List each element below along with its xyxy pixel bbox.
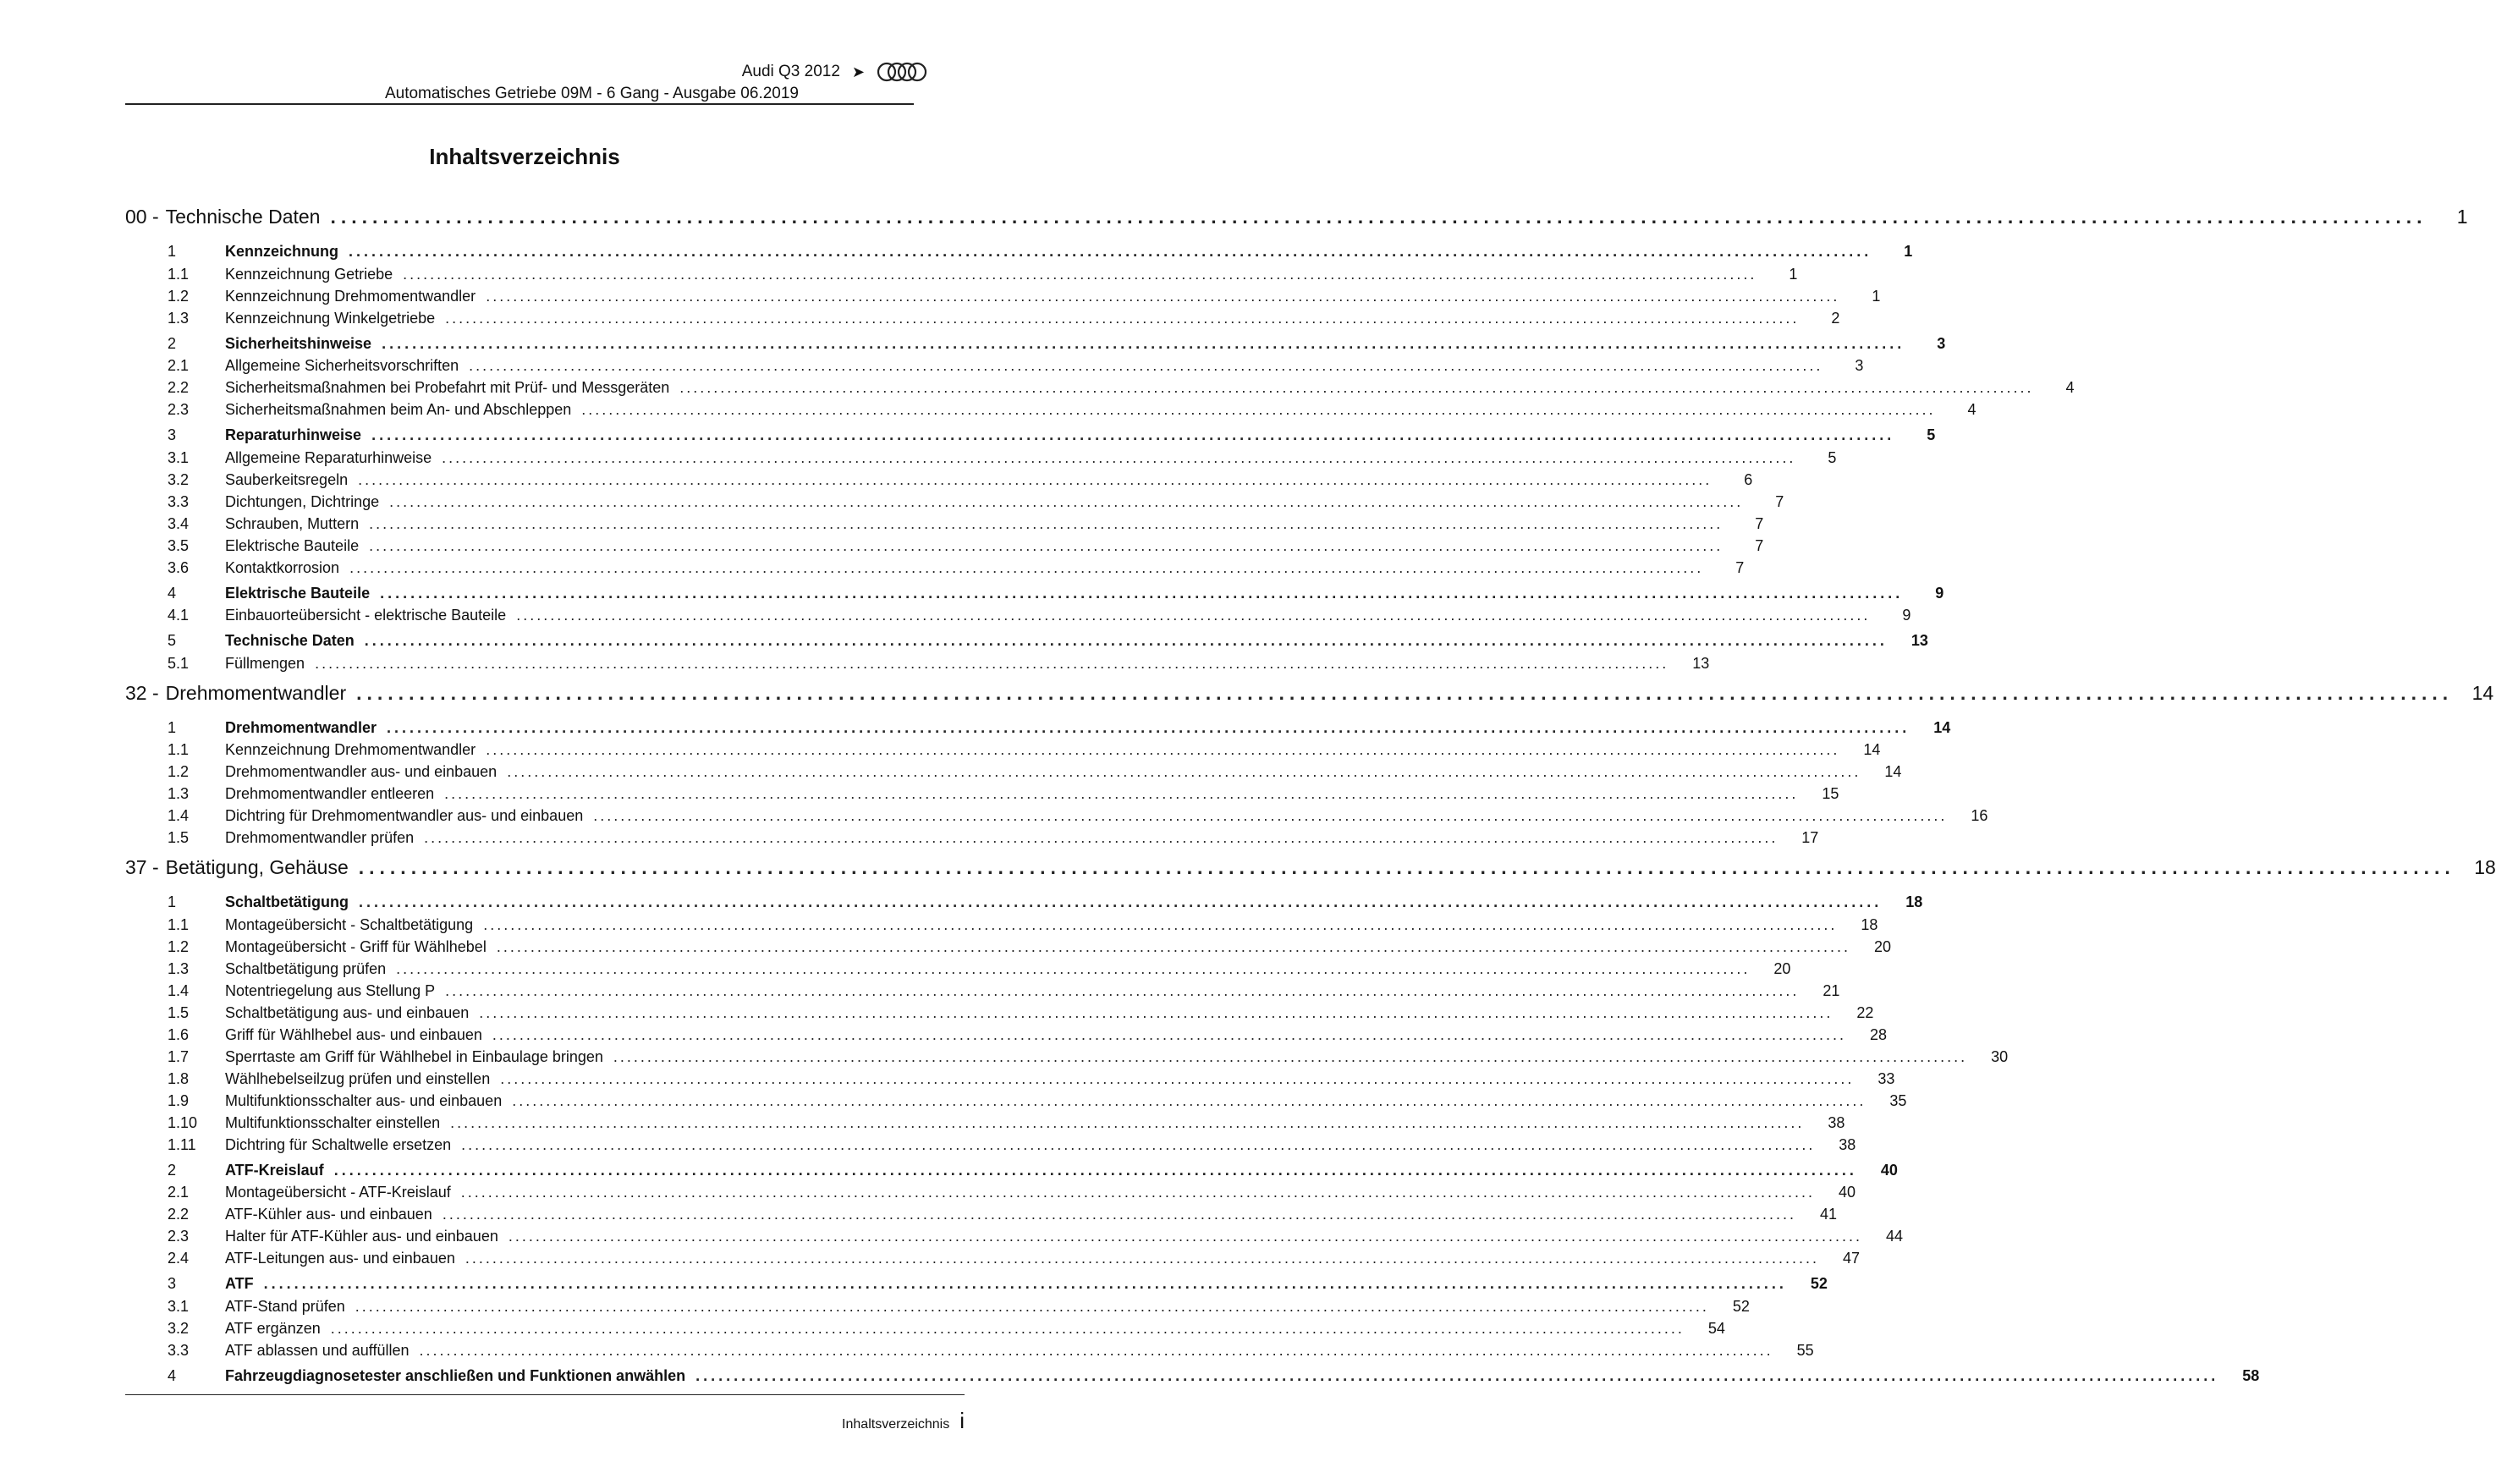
toc-entry-number: 1.2 bbox=[168, 287, 190, 305]
toc-sub-row[interactable] bbox=[125, 309, 1840, 332]
toc-leader-dots: ........................................................................................................................................................................................................ bbox=[479, 1003, 1834, 1021]
toc-sub-row[interactable] bbox=[125, 287, 1881, 310]
toc-leader-dots: ........................................................................................................................................................................................................ bbox=[382, 334, 1905, 352]
toc-entry-page: 18 bbox=[1905, 893, 1923, 910]
toc-section-row[interactable] bbox=[125, 1161, 1898, 1184]
toc-leader-dots: ........................................................................................................................................................................................................ bbox=[442, 448, 1796, 466]
toc-entry-page: 18 bbox=[1861, 915, 1878, 933]
toc-sub-row[interactable] bbox=[125, 470, 1753, 493]
toc-entry-number: 37 - bbox=[125, 856, 159, 878]
toc-entry-page: 40 bbox=[1880, 1161, 1898, 1179]
toc-entry-page: 14 bbox=[2471, 681, 2494, 704]
arrow-icon: ➤ bbox=[851, 63, 865, 80]
toc-entry-number: 3.4 bbox=[168, 514, 190, 532]
toc-entry-title: Montageübersicht - Griff für Wählhebel bbox=[225, 937, 487, 955]
toc-entry-page: 33 bbox=[1877, 1069, 1895, 1087]
toc-entry-title: Kennzeichnung bbox=[225, 243, 338, 260]
toc-entry-title: Multifunktionsschalter einstellen bbox=[225, 1113, 441, 1131]
toc-entry-number: 3.3 bbox=[168, 1341, 190, 1359]
toc-entry-title: Drehmomentwandler entleeren bbox=[225, 785, 435, 802]
toc-sub-row[interactable] bbox=[125, 1091, 1907, 1114]
toc-entry-page: 13 bbox=[1692, 654, 1710, 672]
toc-leader-dots: ........................................................................................................................................................................................................ bbox=[333, 1161, 1857, 1179]
toc-sub-row[interactable] bbox=[125, 558, 1745, 581]
toc-leader-dots: ........................................................................................................................................................................................................ bbox=[358, 470, 1713, 488]
toc-sub-row[interactable] bbox=[125, 448, 1837, 471]
footer-page-number: i bbox=[959, 1408, 965, 1433]
toc-leader-dots: ........................................................................................................................................................................................................ bbox=[387, 718, 1910, 736]
toc-entry-page: 52 bbox=[1810, 1275, 1828, 1292]
toc-section-row[interactable] bbox=[125, 893, 1923, 916]
toc-leader-dots: ........................................................................................................................................................................................................ bbox=[445, 981, 1800, 999]
page-title: Inhaltsverzeichnis bbox=[429, 144, 620, 169]
toc-section-row[interactable] bbox=[125, 718, 1951, 742]
toc-leader-dots: ........................................................................................................................................................................................................ bbox=[496, 937, 1851, 955]
toc-entry-page: 30 bbox=[1991, 1047, 2009, 1065]
toc-leader-dots: ........................................................................................................................................................................................................ bbox=[369, 536, 1724, 554]
toc-entry-number: 3.2 bbox=[168, 1319, 190, 1337]
toc-sub-row[interactable] bbox=[125, 785, 1839, 807]
toc-sub-row[interactable] bbox=[125, 1184, 1856, 1206]
toc-leader-dots: ........................................................................................................................................................................................................ bbox=[486, 287, 1840, 305]
audi-rings-logo-icon bbox=[877, 62, 927, 82]
toc-entry-page: 14 bbox=[1884, 763, 1902, 780]
toc-entry-number: 2.2 bbox=[168, 1206, 190, 1223]
toc-leader-dots: ........................................................................................................................................................................................................ bbox=[679, 379, 2034, 396]
toc-sub-row[interactable] bbox=[125, 1206, 1838, 1228]
toc-leader-dots: ........................................................................................................................................................................................................ bbox=[465, 1250, 1820, 1267]
toc-entry-title: Elektrische Bauteile bbox=[225, 536, 360, 554]
toc-section-row[interactable] bbox=[125, 1366, 2260, 1390]
toc-sub-row[interactable] bbox=[125, 1297, 1750, 1320]
toc-entry-title: Allgemeine Sicherheitsvorschriften bbox=[225, 357, 459, 374]
toc-sub-row[interactable] bbox=[125, 654, 1710, 677]
toc-sub-row[interactable] bbox=[125, 807, 1988, 829]
toc-entry-number: 1.8 bbox=[168, 1069, 190, 1087]
toc-entry-page: 7 bbox=[1755, 536, 1764, 554]
toc-entry-title: ATF ergänzen bbox=[225, 1319, 321, 1337]
toc-leader-dots: ........................................................................................................................................................................................................ bbox=[461, 1135, 1816, 1153]
toc-entry-title: Schaltbetätigung bbox=[225, 893, 349, 910]
toc-leader-dots: ........................................................................................................................................................................................................ bbox=[508, 1228, 1863, 1245]
toc-entry-title: Elektrische Bauteile bbox=[225, 584, 371, 602]
toc-entry-number: 1 bbox=[168, 893, 177, 910]
toc-leader-dots: ........................................................................................................................................................................................................ bbox=[358, 856, 2455, 878]
toc-entry-title: Griff für Wählhebel aus- und einbauen bbox=[225, 1025, 482, 1043]
toc-entry-number: 2.3 bbox=[168, 1228, 190, 1245]
toc-sub-row[interactable] bbox=[125, 607, 1911, 629]
toc-entry-title: Einbauorteübersicht - elektrische Bauteile bbox=[225, 607, 507, 624]
toc-entry-title: Dichtungen, Dichtringe bbox=[225, 492, 380, 510]
toc-leader-dots: ........................................................................................................................................................................................................ bbox=[613, 1047, 1968, 1065]
toc-section-row[interactable] bbox=[125, 584, 1944, 607]
toc-sub-row[interactable] bbox=[125, 1113, 1845, 1136]
toc-entry-page: 13 bbox=[1910, 632, 1928, 649]
toc-entry-number: 1.1 bbox=[168, 741, 190, 758]
page-footer bbox=[842, 1408, 965, 1434]
toc-entry-title: Füllmengen bbox=[225, 654, 305, 672]
toc-entry-title: Wählhebelseilzug prüfen und einstellen bbox=[225, 1069, 491, 1087]
toc-entry-title: Reparaturhinweise bbox=[225, 426, 362, 443]
toc-sub-row[interactable] bbox=[125, 379, 2075, 401]
toc-entry-number: 3.2 bbox=[168, 470, 190, 488]
toc-entry-page: 5 bbox=[1828, 448, 1837, 466]
toc-entry-number: 3 bbox=[168, 1275, 177, 1292]
toc-leader-dots: ........................................................................................................................................................................................................ bbox=[315, 654, 1669, 672]
toc-entry-page: 20 bbox=[1873, 937, 1892, 955]
toc-entry-title: Schaltbetätigung aus- und einbauen bbox=[225, 1003, 470, 1021]
toc-entry-title: ATF-Stand prüfen bbox=[225, 1297, 345, 1315]
toc-leader-dots: ........................................................................................................................................................................................................ bbox=[389, 492, 1744, 510]
toc-leader-dots: ........................................................................................................................................................................................................ bbox=[469, 357, 1823, 374]
toc-entry-title: Betätigung, Gehäuse bbox=[165, 856, 349, 878]
toc-entry-number: 2.4 bbox=[168, 1250, 190, 1267]
header-model: Audi Q3 2012 bbox=[741, 63, 840, 80]
toc-entry-title: Kontaktkorrosion bbox=[225, 558, 340, 576]
toc-entry-page: 1 bbox=[1904, 243, 1913, 260]
toc-entry-title: Drehmomentwandler bbox=[225, 718, 377, 736]
toc-leader-dots: ........................................................................................................................................................................................................ bbox=[380, 584, 1904, 602]
toc-entry-number: 1.3 bbox=[168, 309, 190, 327]
toc-entry-number: 3.1 bbox=[168, 448, 190, 466]
toc-entry-page: 55 bbox=[1796, 1341, 1814, 1359]
toc-entry-page: 3 bbox=[1855, 357, 1864, 374]
toc-entry-title: Schrauben, Muttern bbox=[225, 514, 360, 532]
toc-entry-page: 1 bbox=[1789, 265, 1798, 283]
toc-leader-dots: ........................................................................................................................................................................................................ bbox=[486, 741, 1840, 758]
toc-leader-dots: ........................................................................................................................................................................................................ bbox=[330, 206, 2427, 228]
toc-entry-page: 38 bbox=[1828, 1113, 1845, 1131]
toc-entry-page: 15 bbox=[1822, 785, 1839, 802]
toc-entry-page: 2 bbox=[1831, 309, 1840, 327]
toc-entry-number: 2.3 bbox=[168, 401, 190, 418]
toc-entry-number: 1.4 bbox=[168, 807, 190, 824]
toc-leader-dots: ........................................................................................................................................................................................................ bbox=[330, 1319, 1685, 1337]
toc-entry-number: 1.11 bbox=[168, 1135, 196, 1153]
toc-entry-page: 21 bbox=[1823, 981, 1840, 999]
toc-leader-dots: ........................................................................................................................................................................................................ bbox=[355, 1297, 1709, 1315]
footer-divider bbox=[125, 1394, 965, 1395]
toc-sub-row[interactable] bbox=[125, 1003, 1874, 1026]
toc-entry-number: 2 bbox=[168, 1161, 177, 1179]
toc-section-row[interactable] bbox=[125, 426, 1936, 449]
toc-leader-dots: ........................................................................................................................................................................................................ bbox=[371, 426, 1895, 443]
toc-leader-dots: ........................................................................................................................................................................................................ bbox=[263, 1275, 1787, 1292]
toc-sub-row[interactable] bbox=[125, 763, 1902, 785]
toc-entry-number: 1.2 bbox=[168, 937, 190, 955]
toc-leader-dots: ........................................................................................................................................................................................................ bbox=[349, 243, 1872, 260]
toc-leader-dots: ........................................................................................................................................................................................................ bbox=[460, 1184, 1815, 1201]
toc-chapter-row[interactable] bbox=[125, 206, 2468, 239]
toc-leader-dots: ........................................................................................................................................................................................................ bbox=[516, 607, 1871, 624]
toc-entry-page: 28 bbox=[1870, 1025, 1888, 1043]
toc-entry-number: 1.10 bbox=[168, 1113, 198, 1131]
toc-entry-title: Halter für ATF-Kühler aus- und einbauen bbox=[225, 1228, 498, 1245]
toc-entry-number: 3 bbox=[168, 426, 177, 443]
toc-leader-dots: ........................................................................................................................................................................................................ bbox=[581, 401, 1936, 418]
toc-entry-title: Technische Daten bbox=[165, 206, 321, 228]
toc-entry-page: 7 bbox=[1755, 514, 1764, 532]
toc-entry-page: 5 bbox=[1927, 426, 1936, 443]
toc-sub-row[interactable] bbox=[125, 981, 1840, 1004]
toc-entry-number: 1.4 bbox=[168, 981, 190, 999]
toc-entry-page: 47 bbox=[1843, 1250, 1861, 1267]
toc-entry-page: 35 bbox=[1889, 1091, 1907, 1109]
toc-leader-dots: ........................................................................................................................................................................................................ bbox=[450, 1113, 1805, 1131]
toc-entry-number: 2.1 bbox=[168, 357, 190, 374]
table-of-contents bbox=[125, 206, 2496, 1389]
toc-sub-row[interactable] bbox=[125, 1250, 1861, 1272]
toc-leader-dots: ........................................................................................................................................................................................................ bbox=[445, 309, 1800, 327]
toc-entry-page: 58 bbox=[2242, 1366, 2260, 1384]
toc-leader-dots: ........................................................................................................................................................................................................ bbox=[419, 1341, 1773, 1359]
toc-entry-number: 3.3 bbox=[168, 492, 190, 510]
toc-entry-title: Multifunktionsschalter aus- und einbauen bbox=[225, 1091, 503, 1109]
toc-entry-number: 1.5 bbox=[168, 1003, 190, 1021]
toc-entry-number: 4 bbox=[168, 1366, 177, 1384]
toc-entry-title: Notentriegelung aus Stellung P bbox=[225, 981, 436, 999]
toc-sub-row[interactable] bbox=[125, 937, 1892, 960]
toc-leader-dots: ........................................................................................................................................................................................................ bbox=[369, 514, 1724, 532]
toc-entry-title: Dichtring für Schaltwelle ersetzen bbox=[225, 1135, 452, 1153]
toc-entry-title: Technische Daten bbox=[225, 632, 355, 649]
toc-entry-number: 4.1 bbox=[168, 607, 190, 624]
toc-leader-dots: ........................................................................................................................................................................................................ bbox=[349, 558, 1704, 576]
toc-sub-row[interactable] bbox=[125, 492, 1784, 515]
toc-entry-number: 1.2 bbox=[168, 763, 190, 780]
toc-entry-page: 16 bbox=[1971, 807, 1988, 824]
toc-entry-page: 38 bbox=[1839, 1135, 1856, 1153]
toc-entry-number: 1 bbox=[168, 718, 177, 736]
toc-leader-dots: ........................................................................................................................................................................................................ bbox=[507, 763, 1861, 780]
toc-entry-number: 3.5 bbox=[168, 536, 190, 554]
toc-entry-number: 1 bbox=[168, 243, 177, 260]
toc-entry-number: 1.3 bbox=[168, 785, 190, 802]
toc-entry-title: Sicherheitsmaßnahmen beim An- und Abschleppen bbox=[225, 401, 572, 418]
toc-entry-title: Kennzeichnung Drehmomentwandler bbox=[225, 287, 476, 305]
toc-sub-row[interactable] bbox=[125, 1069, 1895, 1092]
toc-entry-title: Sauberkeitsregeln bbox=[225, 470, 349, 488]
toc-sub-row[interactable] bbox=[125, 401, 1976, 423]
toc-entry-title: Schaltbetätigung prüfen bbox=[225, 959, 387, 977]
toc-entry-title: ATF-Kreislauf bbox=[225, 1161, 324, 1179]
toc-entry-title: Montageübersicht - Schaltbetätigung bbox=[225, 915, 474, 933]
toc-leader-dots: ........................................................................................................................................................................................................ bbox=[356, 681, 2454, 704]
toc-leader-dots: ........................................................................................................................................................................................................ bbox=[593, 807, 1948, 824]
toc-entry-number: 3.1 bbox=[168, 1297, 190, 1315]
toc-leader-dots: ........................................................................................................................................................................................................ bbox=[442, 1206, 1797, 1223]
toc-entry-page: 3 bbox=[1937, 334, 1946, 352]
toc-entry-title: Montageübersicht - ATF-Kreislauf bbox=[225, 1184, 451, 1201]
toc-entry-number: 3.6 bbox=[168, 558, 190, 576]
toc-entry-page: 6 bbox=[1744, 470, 1753, 488]
toc-entry-page: 54 bbox=[1707, 1319, 1725, 1337]
toc-sub-row[interactable] bbox=[125, 741, 1881, 763]
header-model-line bbox=[742, 59, 927, 85]
footer-title: Inhaltsverzeichnis bbox=[842, 1417, 950, 1432]
toc-entry-title: Sicherheitshinweise bbox=[225, 334, 372, 352]
toc-leader-dots: ........................................................................................................................................................................................................ bbox=[396, 959, 1751, 977]
toc-entry-title: Drehmomentwandler aus- und einbauen bbox=[225, 763, 498, 780]
toc-section-row[interactable] bbox=[125, 632, 1928, 655]
toc-entry-number: 2.1 bbox=[168, 1184, 190, 1201]
toc-entry-title: Drehmomentwandler prüfen bbox=[225, 829, 415, 846]
toc-section-row[interactable] bbox=[125, 1275, 1828, 1298]
toc-entry-title: Kennzeichnung Winkelgetriebe bbox=[225, 309, 436, 327]
toc-entry-number: 5 bbox=[168, 632, 177, 649]
toc-entry-title: Kennzeichnung Drehmomentwandler bbox=[225, 741, 476, 758]
toc-entry-title: Kennzeichnung Getriebe bbox=[225, 265, 393, 283]
toc-entry-number: 1.5 bbox=[168, 829, 190, 846]
toc-chapter-row[interactable] bbox=[125, 681, 2494, 716]
toc-entry-page: 17 bbox=[1801, 829, 1819, 846]
toc-sub-row[interactable] bbox=[125, 959, 1791, 982]
toc-entry-number: 1.9 bbox=[168, 1091, 190, 1109]
toc-sub-row[interactable] bbox=[125, 1319, 1725, 1342]
toc-entry-title: Drehmomentwandler bbox=[165, 681, 347, 704]
toc-leader-dots: ........................................................................................................................................................................................................ bbox=[444, 785, 1799, 802]
toc-sub-row[interactable] bbox=[125, 357, 1864, 379]
toc-sub-row[interactable] bbox=[125, 1135, 1856, 1158]
toc-entry-page: 44 bbox=[1886, 1228, 1904, 1245]
toc-entry-page: 1 bbox=[1872, 287, 1881, 305]
toc-sub-row[interactable] bbox=[125, 1228, 1904, 1250]
toc-entry-title: Sicherheitsmaßnahmen bei Probefahrt mit Prüf- und Messgeräten bbox=[225, 379, 670, 396]
toc-entry-number: 2 bbox=[168, 334, 177, 352]
toc-sub-row[interactable] bbox=[125, 1047, 2009, 1070]
toc-sub-row[interactable] bbox=[125, 1341, 1814, 1364]
toc-entry-title: ATF ablassen und auffüllen bbox=[225, 1341, 410, 1359]
toc-entry-page: 7 bbox=[1735, 558, 1745, 576]
toc-entry-page: 22 bbox=[1856, 1003, 1874, 1021]
toc-sub-row[interactable] bbox=[125, 915, 1878, 938]
toc-entry-page: 7 bbox=[1775, 492, 1784, 510]
toc-sub-row[interactable] bbox=[125, 829, 1819, 851]
toc-entry-page: 41 bbox=[1819, 1206, 1838, 1223]
toc-entry-number: 4 bbox=[168, 584, 177, 602]
toc-entry-number: 5.1 bbox=[168, 654, 190, 672]
toc-leader-dots: ........................................................................................................................................................................................................ bbox=[359, 893, 1883, 910]
toc-entry-number: 00 - bbox=[125, 206, 159, 228]
toc-entry-number: 32 - bbox=[125, 681, 159, 704]
toc-entry-title: ATF-Kühler aus- und einbauen bbox=[225, 1206, 432, 1223]
toc-entry-number: 1.7 bbox=[168, 1047, 190, 1065]
toc-entry-title: Sperrtaste am Griff für Wählhebel in Einbaulage bringen bbox=[225, 1047, 603, 1065]
toc-entry-title: Allgemeine Reparaturhinweise bbox=[225, 448, 432, 466]
toc-entry-page: 1 bbox=[2456, 206, 2468, 228]
toc-entry-title: ATF-Leitungen aus- und einbauen bbox=[225, 1250, 455, 1267]
toc-chapter-row[interactable] bbox=[125, 856, 2496, 890]
toc-entry-page: 14 bbox=[1933, 718, 1951, 736]
header-subtitle: Automatisches Getriebe 09M - 6 Gang - Ausgabe 06.2019 bbox=[384, 85, 799, 102]
toc-entry-number: 1.6 bbox=[168, 1025, 190, 1043]
toc-entry-page: 4 bbox=[1967, 401, 1976, 418]
toc-entry-page: 18 bbox=[2474, 856, 2496, 878]
toc-entry-page: 9 bbox=[1902, 607, 1911, 624]
toc-entry-page: 40 bbox=[1838, 1184, 1856, 1201]
toc-section-row[interactable] bbox=[125, 243, 1913, 266]
toc-entry-page: 20 bbox=[1773, 959, 1791, 977]
header-divider bbox=[125, 103, 914, 105]
toc-leader-dots: ........................................................................................................................................................................................................ bbox=[500, 1069, 1855, 1087]
toc-leader-dots: ........................................................................................................................................................................................................ bbox=[424, 829, 1779, 846]
toc-leader-dots: ........................................................................................................................................................................................................ bbox=[364, 632, 1888, 649]
toc-sub-row[interactable] bbox=[125, 1025, 1888, 1048]
toc-entry-page: 52 bbox=[1732, 1297, 1750, 1315]
toc-leader-dots: ........................................................................................................................................................................................................ bbox=[492, 1025, 1847, 1043]
toc-sub-row[interactable] bbox=[125, 514, 1764, 537]
toc-entry-title: ATF bbox=[225, 1275, 254, 1292]
toc-leader-dots: ........................................................................................................................................................................................................ bbox=[483, 915, 1838, 933]
toc-leader-dots: ........................................................................................................................................................................................................ bbox=[695, 1366, 2219, 1384]
toc-entry-number: 1.1 bbox=[168, 265, 190, 283]
toc-sub-row[interactable] bbox=[125, 265, 1798, 288]
toc-entry-page: 9 bbox=[1935, 584, 1944, 602]
toc-leader-dots: ........................................................................................................................................................................................................ bbox=[512, 1091, 1867, 1109]
toc-entry-title: Fahrzeugdiagnosetester anschließen und Funktionen anwählen bbox=[225, 1366, 686, 1384]
toc-entry-page: 14 bbox=[1863, 741, 1881, 758]
toc-entry-number: 1.3 bbox=[168, 959, 190, 977]
toc-section-row[interactable] bbox=[125, 334, 1946, 358]
toc-entry-title: Dichtring für Drehmomentwandler aus- und einbauen bbox=[225, 807, 584, 824]
toc-leader-dots: ........................................................................................................................................................................................................ bbox=[403, 265, 1757, 283]
toc-sub-row[interactable] bbox=[125, 536, 1764, 559]
toc-entry-number: 1.1 bbox=[168, 915, 190, 933]
toc-entry-number: 2.2 bbox=[168, 379, 190, 396]
toc-entry-page: 4 bbox=[2065, 379, 2075, 396]
